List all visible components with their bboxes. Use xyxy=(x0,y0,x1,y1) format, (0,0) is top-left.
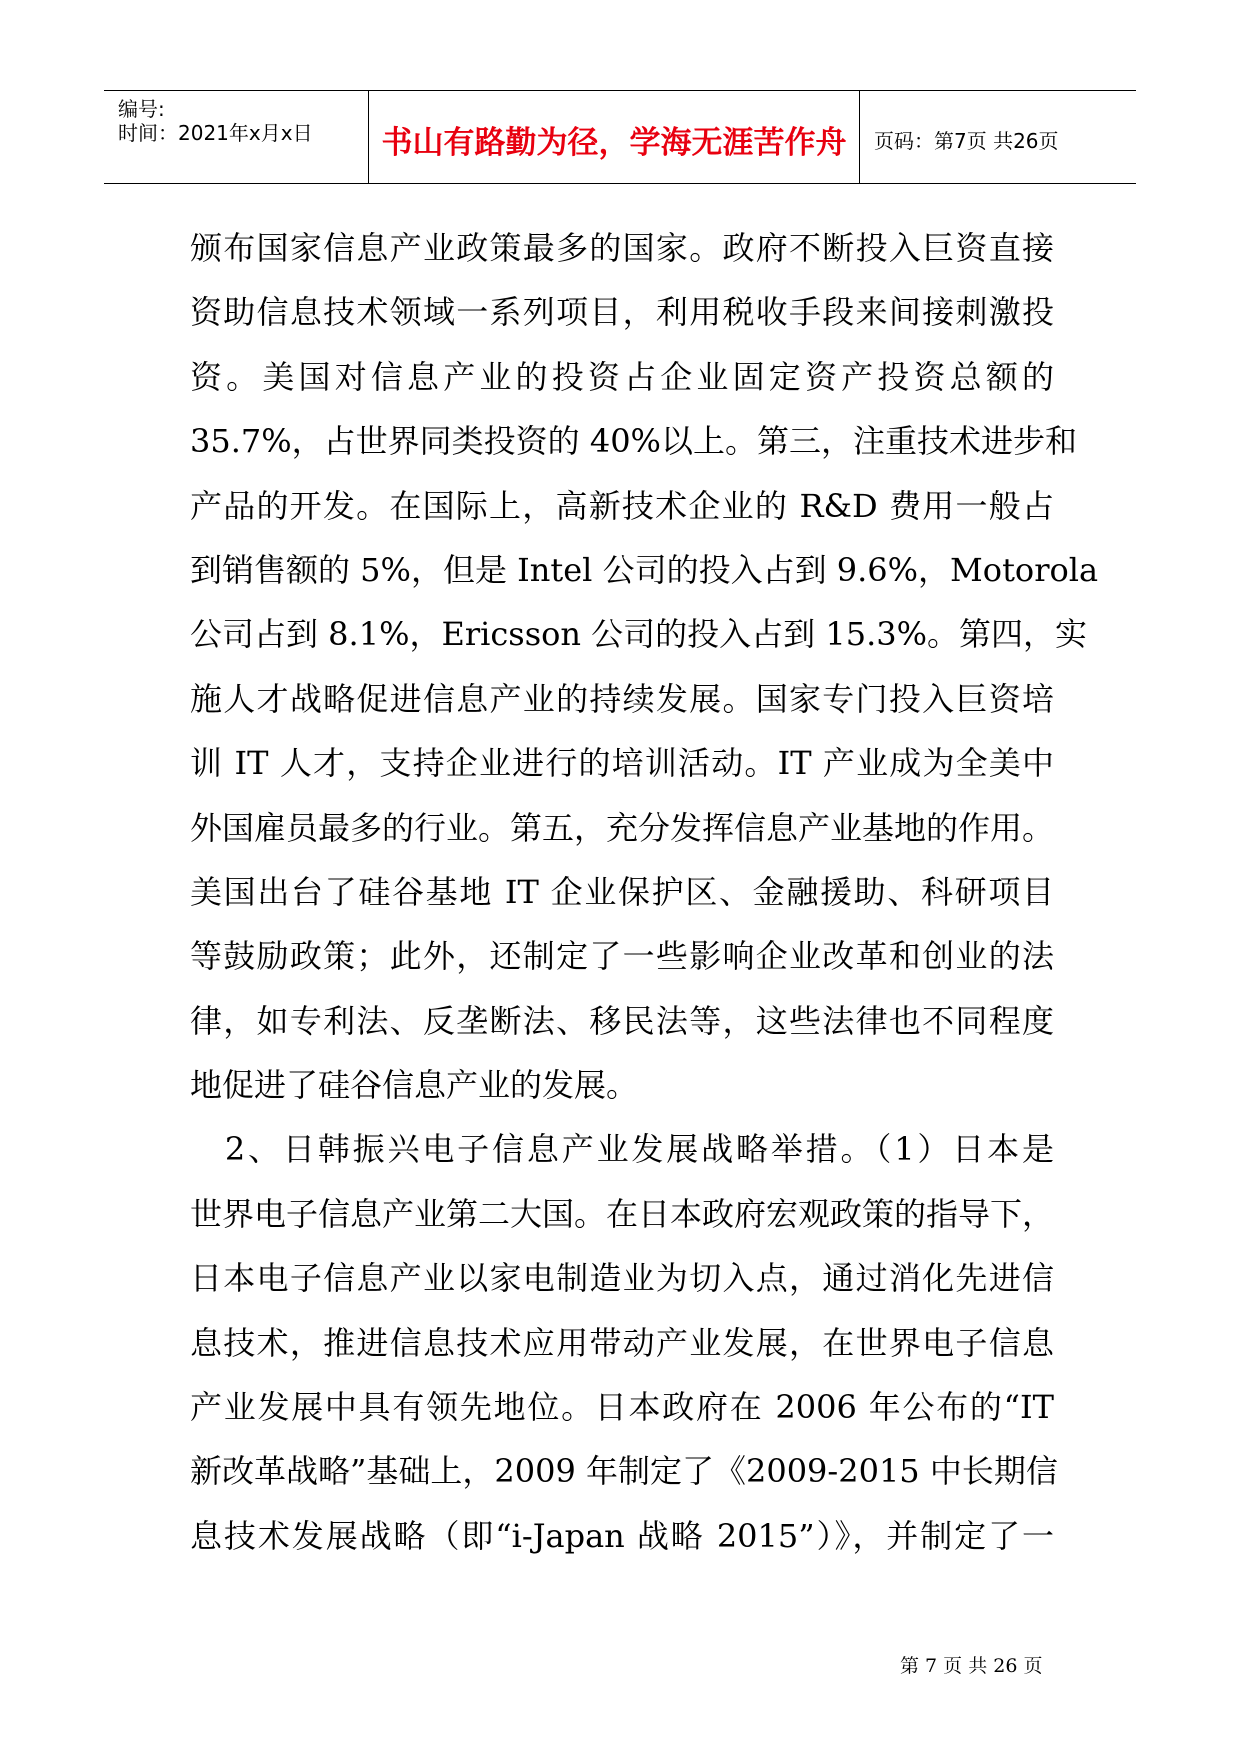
text-line: 等鼓励政策；此外，还制定了一些影响企业改革和创业的法 xyxy=(190,937,1054,976)
text-line: 施人才战略促进信息产业的持续发展。国家专门投入巨资培 xyxy=(190,679,1054,718)
header-left-cell xyxy=(104,91,368,183)
text-line: 世界电子信息产业第二大国。在日本政府宏观政策的指导下， xyxy=(190,1194,1055,1233)
text-line: 资助信息技术领域一系列项目，利用税收手段来间接刺激投 xyxy=(190,293,1054,332)
text-line: 训 IT 人才，支持企业进行的培训活动。IT 产业成为全美中 xyxy=(190,744,1054,783)
header-right-cell xyxy=(860,91,1136,183)
text-line: 地促进了硅谷信息产业的发展。 xyxy=(190,1066,639,1105)
text-line: 息技术发展战略（即“i-Japan 战略 2015”）》，并制定了一 xyxy=(190,1516,1054,1555)
time-label: 时间：2021年x月x日 xyxy=(118,121,313,145)
header-middle-cell xyxy=(368,91,860,183)
header-motto: 书山有路勤为径，学海无涯苦作舟 xyxy=(381,125,847,161)
text-line: 颁布国家信息产业政策最多的国家。政府不断投入巨资直接 xyxy=(190,229,1054,267)
document-header xyxy=(104,90,1136,184)
serial-label: 编号: xyxy=(118,97,165,121)
text-line: 外国雇员最多的行业。第五，充分发挥信息产业基地的作用。 xyxy=(190,808,1055,847)
page-label: 页码：第7页 共26页 xyxy=(874,129,1059,153)
page-footer: 第 7 页 共 26 页 xyxy=(900,1655,1043,1677)
text-line: 美国出台了硅谷基地 IT 企业保护区、金融援助、科研项目 xyxy=(190,872,1054,911)
text-line: 资。美国对信息产业的投资占企业固定资产投资总额的 xyxy=(190,357,1054,396)
text-line: 35.7%，占世界同类投资的 40%以上。第三，注重技术进步和 xyxy=(190,422,1077,461)
text-line: 产业发展中具有领先地位。日本政府在 2006 年公布的“IT xyxy=(190,1388,1054,1427)
text-line: 2、日韩振兴电子信息产业发展战略举措。（1）日本是 xyxy=(190,1130,1054,1169)
body-text xyxy=(190,216,1099,1568)
text-line: 律，如专利法、反垄断法、移民法等，这些法律也不同程度 xyxy=(190,1001,1054,1040)
text-line: 公司占到 8.1%，Ericsson 公司的投入占到 15.3%。第四，实 xyxy=(190,615,1088,654)
text-line: 日本电子信息产业以家电制造业为切入点，通过消化先进信 xyxy=(190,1259,1054,1298)
text-line: 到销售额的 5%，但是 Intel 公司的投入占到 9.6%，Motorola xyxy=(190,550,1099,589)
text-line: 息技术，推进信息技术应用带动产业发展，在世界电子信息 xyxy=(190,1323,1054,1362)
text-line: 产品的开发。在国际上，高新技术企业的 R&D 费用一般占 xyxy=(190,486,1054,525)
text-line: 新改革战略”基础上，2009 年制定了《2009-2015 中长期信 xyxy=(190,1452,1058,1491)
